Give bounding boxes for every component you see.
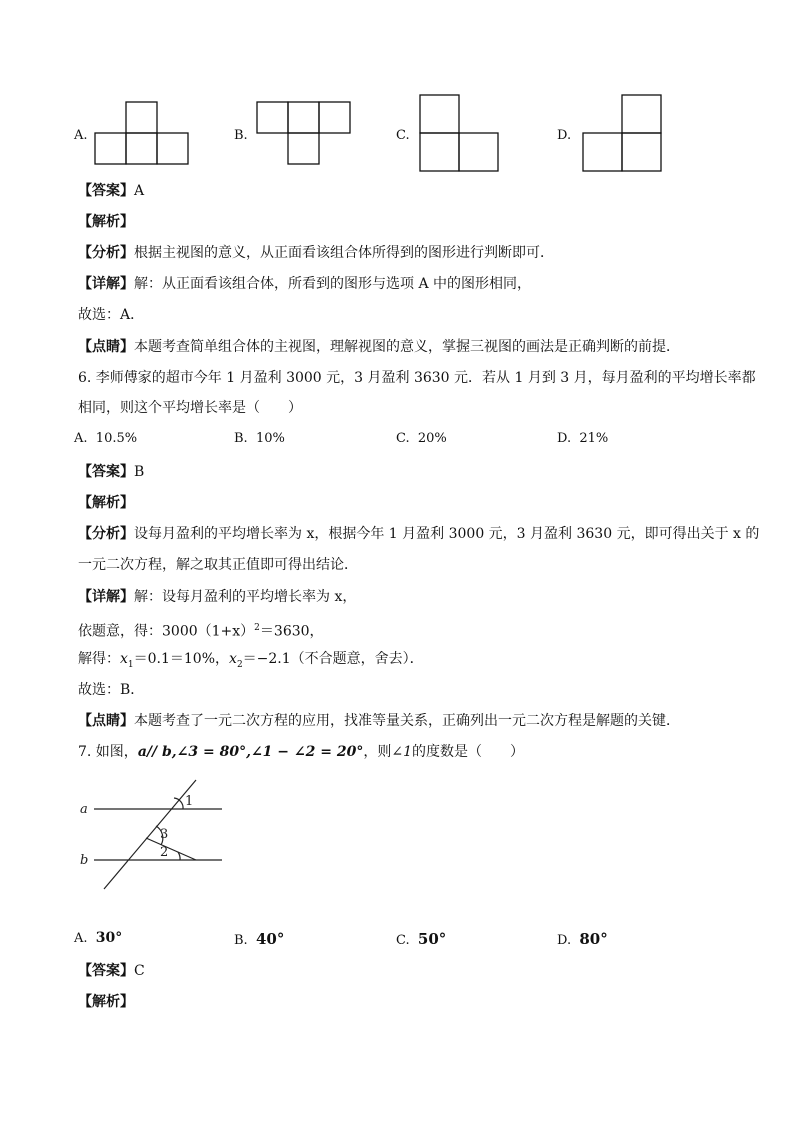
label-1: 1	[185, 794, 194, 809]
q6-option-b: B. 10%	[234, 431, 285, 446]
q5-option-d-figure	[581, 93, 665, 175]
q6-dianjing: 【点睛】本题考查了一元二次方程的应用，找准等量关系，正确列出一元二次方程是解题的关键．	[78, 713, 680, 729]
diagonal-line	[146, 838, 196, 860]
q6-option-a: A. 10.5%	[74, 431, 138, 446]
angle-1-arc	[174, 798, 183, 809]
q5-option-a-figure	[94, 100, 192, 166]
q6-option-c: C. 20%	[396, 431, 447, 446]
q6-option-d: D. 21%	[557, 431, 609, 446]
q5-xiangjie: 【详解】解：从正面看该组合体，所看到的图形与选项 A 中的图形相同，	[78, 276, 532, 292]
q5-option-c-label: C.	[396, 128, 410, 143]
label-a: a	[80, 802, 88, 817]
q5-dianjing: 【点睛】本题考查简单组合体的主视图，理解视图的意义，掌握三视图的画法是正确判断的前提．	[78, 339, 680, 355]
transversal	[104, 780, 196, 889]
q5-fenxi: 【分析】根据主视图的意义，从正面看该组合体所得到的图形进行判断即可．	[78, 245, 554, 261]
q5-option-a-label: A.	[74, 128, 88, 143]
q7-figure	[74, 776, 234, 894]
answer-tag: 【答案】	[78, 183, 134, 199]
q6-guxuan: 故选：B．	[78, 682, 145, 698]
q7-answer: 【答案】C	[78, 963, 145, 979]
q6-stem-line1: 6. 李师傅家的超市今年 1 月盈利 3000 元，3 月盈利 3630 元．若从 1 月到 3 月，每月盈利的平均增长率都	[78, 370, 756, 386]
q7-option-b: B. 40°	[234, 930, 285, 948]
q7-stem: 7. 如图，a// b,∠3 = 80°,∠1 − ∠2 = 20°，则∠1的度数是（ ）	[78, 744, 524, 760]
q5-answer	[78, 181, 144, 201]
q5-option-d-label: D.	[557, 128, 572, 143]
q7-option-d: D. 80°	[557, 930, 608, 948]
q5-guxuan: 故选：A．	[78, 307, 145, 323]
q6-fenxi-line2: 一元二次方程，解之取其正值即可得出结论．	[78, 557, 358, 573]
label-3: 3	[160, 827, 169, 842]
q7-analysis-tag: 【解析】	[78, 994, 134, 1010]
q6-xiangjie: 【详解】解：设每月盈利的平均增长率为 x，	[78, 589, 357, 605]
answer-value: A	[134, 183, 145, 199]
q5-option-b-figure	[256, 100, 354, 166]
q5-option-b-label: B.	[234, 128, 248, 143]
q6-equation: 依题意，得：$3000(1+x)^2=3630$，	[78, 623, 324, 640]
q6-solution: 解得：$x_1=0.1=10\%$，$x_2=-2.1$（不合题意，舍去）．	[78, 651, 424, 670]
q7-condition-math: a// b,∠3 = 80°,∠1 − ∠2 = 20°	[137, 744, 364, 760]
q6-answer: 【答案】B	[78, 464, 145, 480]
q5-analysis-tag: 【解析】	[78, 214, 134, 230]
q7-option-a: A. 30°	[74, 930, 123, 946]
q6-analysis-tag: 【解析】	[78, 495, 134, 511]
q7-option-c: C. 50°	[396, 930, 447, 948]
q5-option-c-figure	[418, 93, 502, 175]
label-2: 2	[160, 845, 169, 860]
label-b: b	[80, 853, 89, 868]
q6-fenxi-line1: 【分析】设每月盈利的平均增长率为 x，根据今年 1 月盈利 3000 元，3 月盈利 3630 元，即可得出关于 x 的	[78, 526, 760, 542]
q6-stem-line2: 相同，则这个平均增长率是（ ）	[78, 400, 302, 416]
